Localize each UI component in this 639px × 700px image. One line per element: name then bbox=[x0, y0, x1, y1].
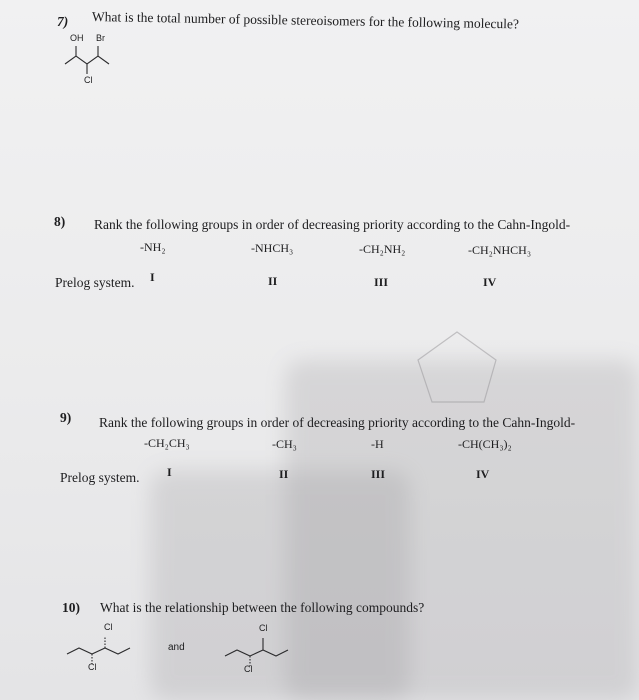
q7-cl-label: Cl bbox=[84, 75, 93, 85]
q9-numeral-1: I bbox=[167, 465, 172, 479]
q8-number: 8) bbox=[54, 214, 66, 229]
q10-number: 10) bbox=[62, 600, 80, 615]
q8-group-3: -CH₂NH₂ bbox=[359, 242, 406, 256]
q8-group-1: -NH₂ bbox=[140, 240, 166, 254]
q8-group-2: -NHCH₃ bbox=[251, 241, 294, 255]
q7-br-label: Br bbox=[96, 33, 105, 43]
q10-compound1-structure bbox=[64, 630, 134, 680]
q8-numeral-3: III bbox=[374, 275, 389, 289]
q8-numeral-2: II bbox=[268, 274, 278, 288]
q8-prelog-text: Prelog system. bbox=[55, 275, 135, 290]
q8-numeral-4: IV bbox=[483, 275, 497, 289]
q8-group-4: -CH₂NHCH₃ bbox=[468, 243, 532, 257]
q9-group-4: -CH(CH₃)₂ bbox=[458, 437, 512, 451]
q10-question-text: What is the relationship between the following compounds? bbox=[100, 600, 425, 615]
q9-group-2: -CH₃ bbox=[272, 437, 297, 451]
q7-oh-label: OH bbox=[70, 33, 84, 43]
q7-molecule-structure bbox=[62, 42, 142, 92]
q9-prelog-text: Prelog system. bbox=[60, 470, 140, 485]
q7-question-text: What is the total number of possible stereoisomers for the following molecule? bbox=[91, 9, 520, 32]
q9-numeral-3: III bbox=[371, 467, 386, 481]
q7-number: 7) bbox=[57, 14, 69, 29]
q9-numeral-2: II bbox=[279, 467, 289, 481]
q10-and-text: and bbox=[168, 642, 185, 653]
q8-question-text: Rank the following groups in order of decreasing priority according to the Cahn-Ingold- bbox=[94, 217, 571, 232]
q10-compound1-top-cl-label: Cl bbox=[104, 622, 113, 632]
q9-group-3: -H bbox=[371, 437, 384, 451]
q10-compound1-bottom-cl-label: Cl bbox=[88, 662, 97, 672]
q10-compound2-top-cl-label: Cl bbox=[259, 623, 268, 633]
q10-compound2-bottom-cl-label: Cl bbox=[244, 664, 253, 674]
q9-number: 9) bbox=[60, 410, 72, 425]
q8-numeral-1: I bbox=[150, 270, 155, 284]
q9-group-1: -CH₂CH₃ bbox=[144, 436, 190, 450]
q9-question-text: Rank the following groups in order of decreasing priority according to the Cahn-Ingold- bbox=[99, 415, 576, 430]
q9-numeral-4: IV bbox=[476, 467, 490, 481]
q10-compound2-structure bbox=[222, 632, 292, 682]
